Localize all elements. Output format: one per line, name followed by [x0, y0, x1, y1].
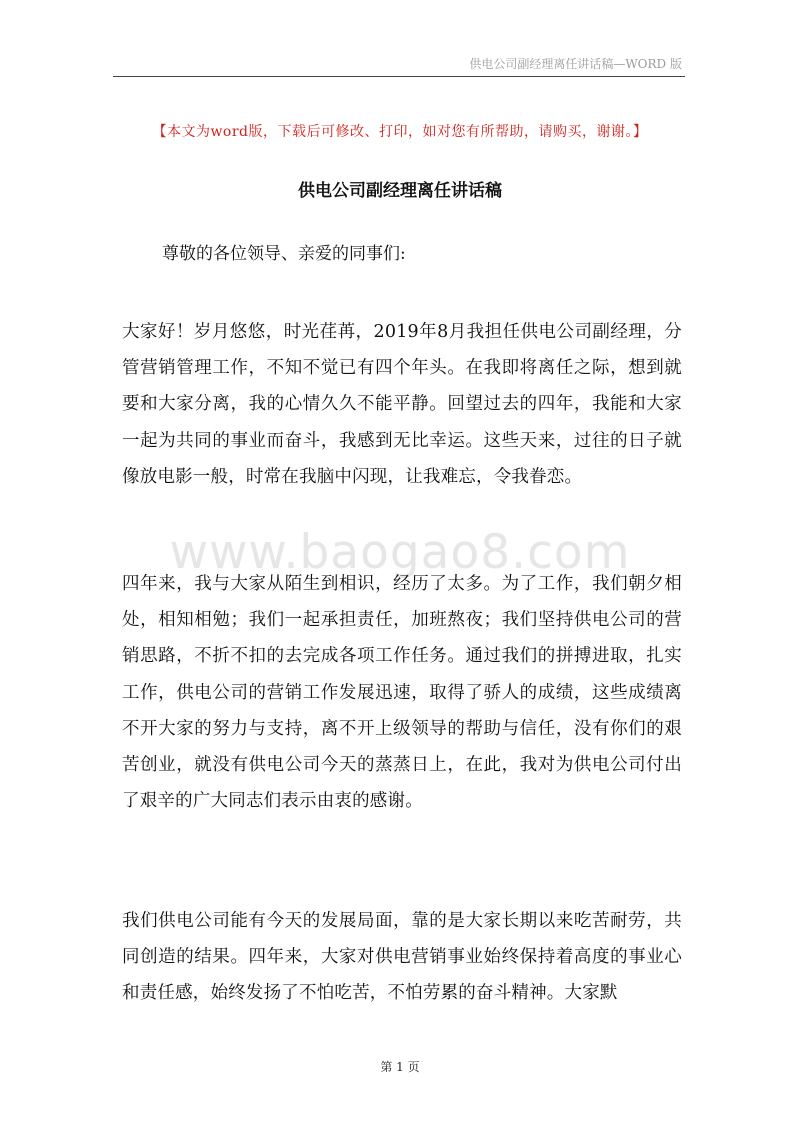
download-notice: 【本文为word版，下载后可修改、打印，如对您有所帮助，请购买，谢谢。】: [152, 124, 648, 140]
greeting: 尊敬的各位领导、亲爱的同事们:: [162, 244, 406, 264]
document-title: 供电公司副经理离任讲话稿: [298, 181, 502, 201]
body-paragraph-2: 四年来，我与大家从陌生到相识，经历了太多。为了工作，我们朝夕相处，相知相勉；我们一起承担责任，加班熬夜；我们坚持供电公司的营销思路，不折不扣的去完成各项工作任务。通过我们的拼搏进取，扎实工作，供电公司的营销工作发展迅速，取得了骄人的成绩，这些成绩离不开大家的努力与支持，离不开上级领导的帮助与信任，没有你们的艰苦创业，就没有供电公司今天的蒸蒸日上，在此，我对为供电公司付出了艰辛的广大同志们表示由衷的感谢。: [122, 574, 682, 812]
body-paragraph-1: 大家好！岁月悠悠，时光荏苒，2019年8月我担任供电公司副经理，分管营销管理工作，不知不觉已有四个年头。在我即将离任之际，想到就要和大家分离，我的心情久久不能平静。回望过去的四年，我能和大家一起为共同的事业而奋斗，我感到无比幸运。这些天来，过往的日子就像放电影一般，时常在我脑中闪现，让我难忘，令我眷恋。: [122, 322, 682, 487]
page-number: 第 1 页: [380, 1060, 420, 1074]
header-divider: [113, 76, 685, 77]
watermark: www.baogao8.com: [169, 525, 631, 580]
body-paragraph-3: 我们供电公司能有今天的发展局面，靠的是大家长期以来吃苦耐劳，共同创造的结果。四年来，大家对供电营销事业始终保持着高度的事业心和责任感，始终发扬了不怕吃苦，不怕劳累的奋斗精神。大家默: [122, 911, 682, 1004]
running-header: 供电公司副经理离任讲话稿—WORD 版: [469, 57, 682, 71]
